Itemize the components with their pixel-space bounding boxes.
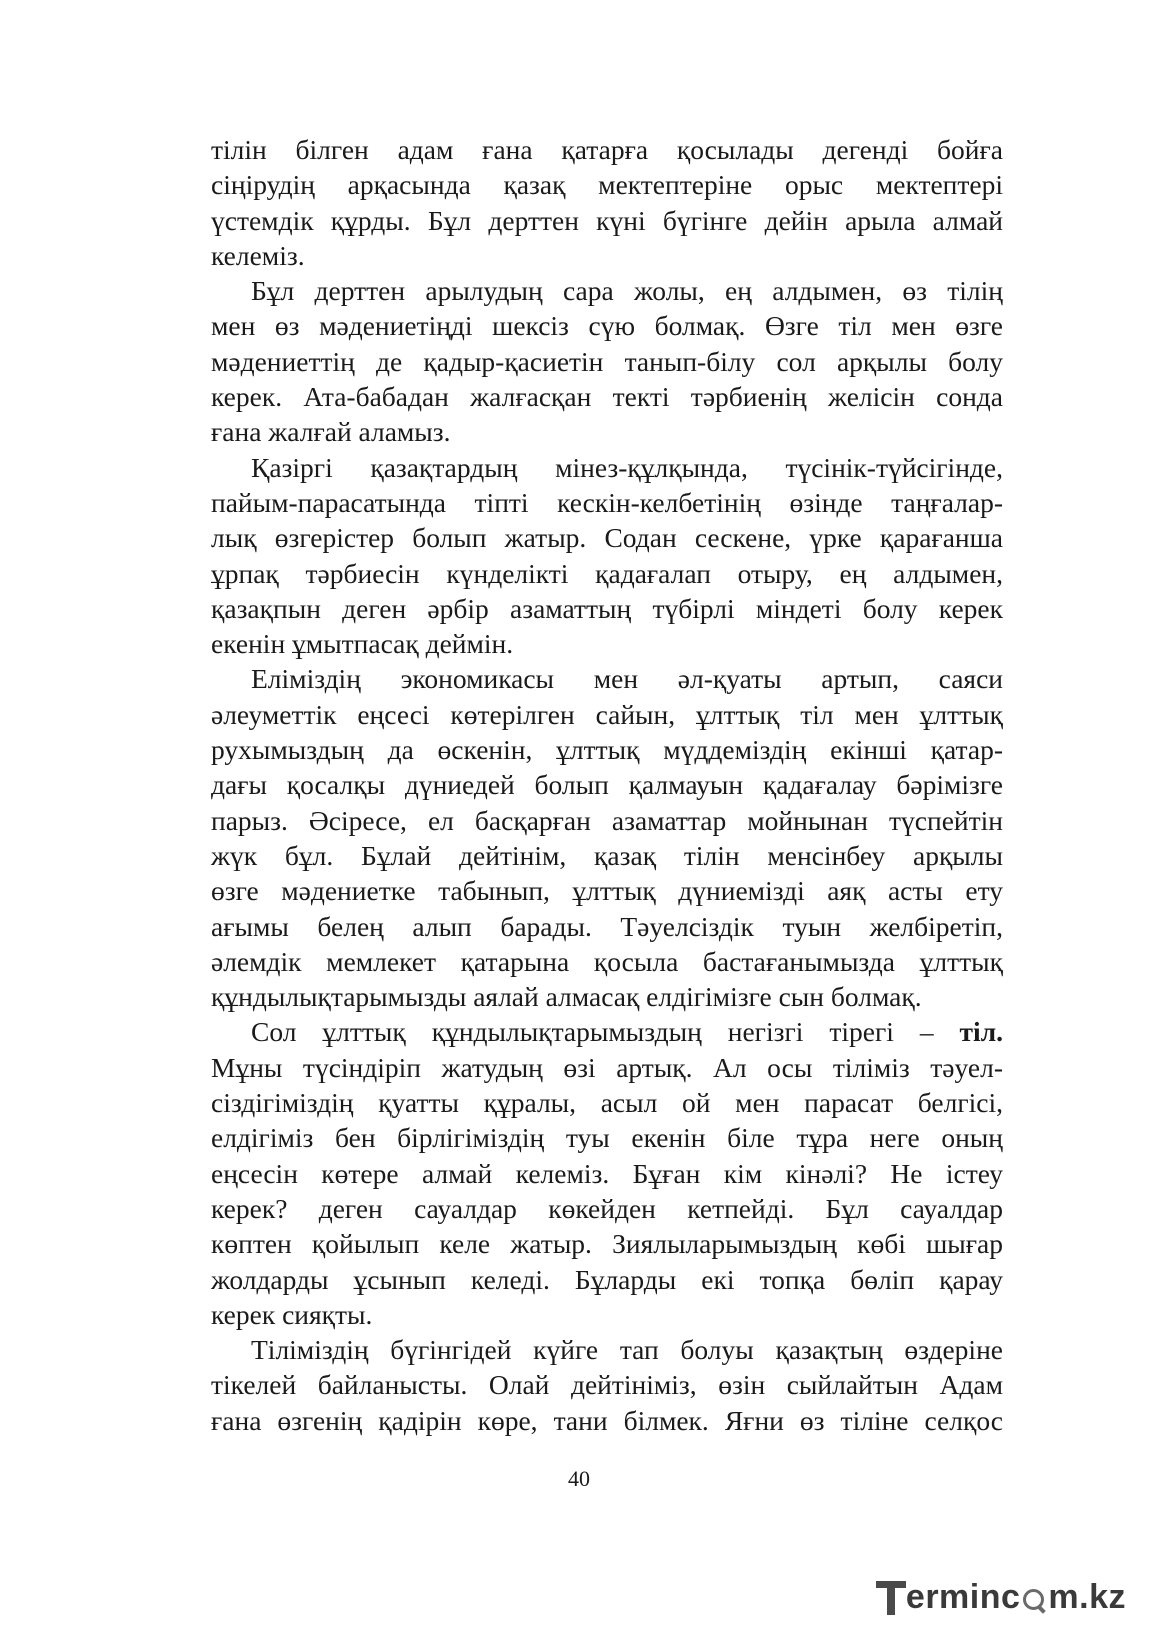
text-line: құндылықтарымызды аялай алмасақ елдігімізге сын болмақ.: [211, 981, 922, 1013]
paragraph-3: [211, 450, 1003, 662]
text-line: үстемдік құрды. Бұл дерттен күні бүгінге дейін арыла алмай: [211, 204, 1003, 236]
text-line: Мұны түсіндіріп жатудың өзі артық. Ал осы тіліміз тәуел-: [211, 1051, 1003, 1083]
text-line: дағы қосалқы дүниедей болып қалмауын қадағалау бәрімізге: [211, 769, 1003, 801]
watermark-text-part1: erminc: [905, 1578, 1021, 1616]
paragraph-4: [211, 661, 1003, 1014]
text-line: пайым-парасатында тіпті кескін-келбетінің өзінде таңғалар-: [211, 486, 1003, 518]
logo-t-letter-icon: [876, 1579, 906, 1617]
text-line: Қазіргі қазақтардың мінез-құлқында, түсінік-түйсігінде,: [251, 451, 1003, 483]
text-line: ағымы белең алып барады. Тәуелсіздік туын желбіретіп,: [211, 910, 1003, 942]
text-line: рухымыздың да өскенін, ұлттық мүддеміздің екінші қатар-: [211, 734, 1003, 766]
text-line: [211, 1014, 1003, 1049]
text-line: мен өз мәдениетіңді шексіз сүю болмақ. Өзге тіл мен өзге: [211, 310, 1003, 342]
watermark-text-part2: m.kz: [1048, 1578, 1126, 1616]
text-line: ғана жалғай аламыз.: [211, 416, 451, 448]
text-line: жүк бұл. Бұлай дейтінім, қазақ тілін менсінбеу арқылы: [211, 839, 1003, 871]
page-number: 40: [568, 1466, 590, 1491]
paragraph-5: [211, 1014, 1003, 1332]
text-line: әлемдік мемлекет қатарына қосыла бастағанымызда ұлттық: [211, 945, 1003, 977]
text-line: көптен қойылып келе жатыр. Зиялыларымыздың көбі шығар: [211, 1228, 1003, 1260]
text-line: ғана өзгенің қадірін көре, тани білмек. Яғни өз тіліне селқос: [211, 1404, 1003, 1436]
text-line: сіңірудің арқасында қазақ мектептеріне орыс мектептері: [211, 169, 1003, 201]
text-line: керек сияқты.: [211, 1298, 373, 1330]
text-line: мәдениеттің де қадыр-қасиетін танып-білу сол арқылы болу: [211, 345, 1003, 377]
text-line: Бұл дерттен арылудың сара жолы, ең алдымен, өз тілің: [251, 275, 1003, 307]
text-line: сіздігіміздің қуатты құралы, асыл ой мен парасат белгісі,: [211, 1087, 1003, 1119]
text-line: келеміз.: [211, 239, 305, 271]
text-line: парыз. Әсіресе, ел басқарған азаматтар мойнынан түспейтін: [211, 804, 1003, 836]
bold-term: тіл.: [959, 1016, 1003, 1048]
text-line: еңсесін көтере алмай келеміз. Бұған кім кінәлі? Не істеу: [211, 1157, 1003, 1189]
text-line: елдігіміз бен бірлігіміздің туы екенін біле тұра неге оның: [211, 1122, 1003, 1154]
paragraph-2: [211, 273, 1003, 449]
magnifier-icon: [1021, 1587, 1047, 1613]
text-span: Сол ұлттық құндылықтарымыздың негізгі тірегі –: [251, 1016, 960, 1048]
paragraph-6: [211, 1332, 1003, 1438]
text-line: Тіліміздің бүгінгідей күйге тап болуы қазақтың өздеріне: [251, 1334, 1003, 1366]
text-line: өзге мәдениетке табынып, ұлттық дүниемізді аяқ асты ету: [211, 875, 1003, 907]
text-line: екенін ұмытпасақ деймін.: [211, 628, 514, 660]
text-line: қазақпын деген әрбір азаматтың түбірлі міндеті болу керек: [211, 592, 1003, 624]
text-line: Еліміздің экономикасы мен әл-қуаты артып, саяси: [251, 663, 1003, 695]
paragraph-1: [211, 132, 1003, 273]
text-line: керек? деген сауалдар көкейден кетпейді. Бұл сауалдар: [211, 1192, 1003, 1224]
text-line: тілін білген адам ғана қатарға қосылады дегенді бойға: [211, 134, 1003, 165]
text-line: керек. Ата-бабадан жалғасқан текті тәрбиенің желісін сонда: [211, 381, 1003, 413]
page-body: [211, 132, 1003, 1438]
text-line: тікелей байланысты. Олай дейтініміз, өзін сыйлайтын Адам: [211, 1369, 1003, 1401]
text-line: жолдарды ұсынып келеді. Бұларды екі топқа бөліп қарау: [211, 1263, 1003, 1295]
text-line: ұрпақ тәрбиесін күнделікті қадағалап отыру, ең алдымен,: [211, 557, 1003, 589]
text-line: лық өзгерістер болып жатыр. Содан сескене, үрке қарағанша: [211, 522, 1003, 554]
terminkom-watermark-logo: [876, 1573, 1126, 1617]
text-line: әлеуметтік еңсесі көтерілген сайын, ұлттық тіл мен ұлттық: [211, 698, 1003, 730]
